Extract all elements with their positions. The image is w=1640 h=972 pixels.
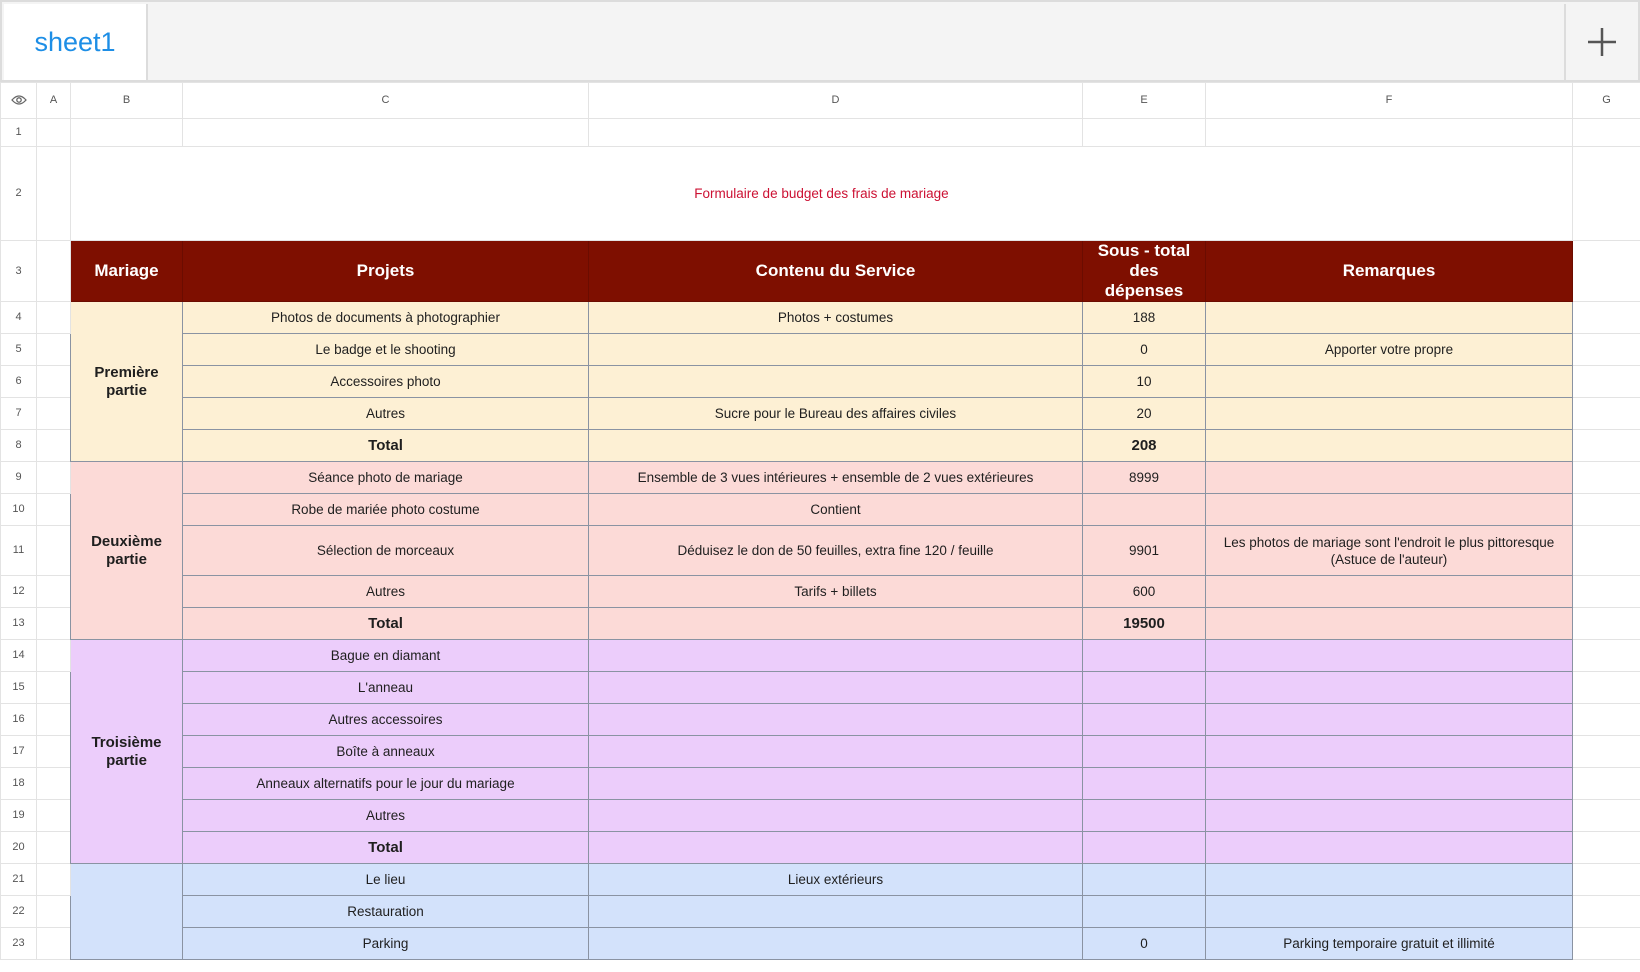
column-header-c[interactable]: C [183, 83, 589, 119]
remarque-cell[interactable] [1206, 704, 1573, 736]
cell[interactable] [1573, 147, 1640, 241]
row-header[interactable]: 9 [1, 462, 37, 494]
sheet-title[interactable]: Formulaire de budget des frais de mariage [71, 147, 1573, 241]
row-header[interactable]: 12 [1, 576, 37, 608]
contenu-cell[interactable] [589, 832, 1083, 864]
projet-cell[interactable]: Anneaux alternatifs pour le jour du mariage [183, 768, 589, 800]
contenu-cell[interactable]: Photos + costumes [589, 302, 1083, 334]
column-header-b[interactable]: B [71, 83, 183, 119]
remarque-cell[interactable] [1206, 494, 1573, 526]
section-label-line1: Première [94, 363, 159, 381]
remarque-cell[interactable] [1206, 608, 1573, 640]
cell[interactable] [183, 119, 589, 147]
cell[interactable] [37, 800, 71, 832]
sheet-tab-sheet1[interactable]: sheet1 [4, 4, 148, 80]
cell[interactable] [37, 672, 71, 704]
row-header[interactable]: 2 [1, 147, 37, 241]
remarque-cell[interactable] [1206, 896, 1573, 928]
cell[interactable] [37, 640, 71, 672]
spreadsheet-grid [0, 82, 1640, 960]
sous-total-cell[interactable] [1083, 896, 1206, 928]
plus-icon [1585, 25, 1619, 59]
remarque-cell[interactable] [1206, 576, 1573, 608]
remarque-cell[interactable] [1206, 800, 1573, 832]
projet-cell[interactable]: L'anneau [183, 672, 589, 704]
row-header[interactable]: 11 [1, 526, 37, 576]
cell[interactable] [1573, 672, 1640, 704]
row-header[interactable]: 3 [1, 241, 37, 302]
cell[interactable] [1573, 302, 1640, 334]
cell[interactable] [1573, 928, 1640, 960]
cell[interactable] [37, 119, 71, 147]
sous-total-cell[interactable] [1083, 672, 1206, 704]
section-label-line1: Troisième [91, 733, 162, 751]
remarque-cell[interactable] [1206, 430, 1573, 462]
projet-cell[interactable]: Robe de mariée photo costume [183, 494, 589, 526]
sous-total-cell[interactable] [1083, 640, 1206, 672]
header-sous-total-line2: des dépenses [1104, 261, 1184, 300]
cell[interactable] [1083, 119, 1206, 147]
cell[interactable] [1573, 608, 1640, 640]
cell[interactable] [1573, 896, 1640, 928]
sous-total-cell[interactable]: 0 [1083, 334, 1206, 366]
projet-cell[interactable]: Autres [183, 800, 589, 832]
projet-cell[interactable]: Le badge et le shooting [183, 334, 589, 366]
cell[interactable] [1573, 494, 1640, 526]
cell[interactable] [37, 398, 71, 430]
sous-total-cell[interactable]: 0 [1083, 928, 1206, 960]
cell[interactable] [1573, 640, 1640, 672]
cell[interactable] [37, 334, 71, 366]
row-header[interactable]: 1 [1, 119, 37, 147]
sous-total-cell[interactable]: 8999 [1083, 462, 1206, 494]
remarque-cell[interactable] [1206, 672, 1573, 704]
row-header[interactable]: 10 [1, 494, 37, 526]
cell[interactable] [37, 704, 71, 736]
contenu-cell[interactable] [589, 928, 1083, 960]
cell[interactable] [37, 147, 71, 241]
cell[interactable] [71, 119, 183, 147]
row-header[interactable]: 14 [1, 640, 37, 672]
column-header-d[interactable]: D [589, 83, 1083, 119]
remarque-cell[interactable] [1206, 640, 1573, 672]
cell[interactable] [1573, 576, 1640, 608]
total-label-cell[interactable]: Total [183, 430, 589, 462]
cell[interactable] [1573, 704, 1640, 736]
header-mariage[interactable]: Mariage [71, 241, 183, 302]
cell[interactable] [589, 119, 1083, 147]
cell[interactable] [1573, 119, 1640, 147]
contenu-cell[interactable]: Lieux extérieurs [589, 864, 1083, 896]
cell[interactable] [37, 576, 71, 608]
row-header[interactable]: 5 [1, 334, 37, 366]
contenu-cell[interactable] [589, 672, 1083, 704]
cell[interactable] [37, 864, 71, 896]
header-sous-total-line1: Sous - total [1097, 241, 1191, 260]
row-header[interactable]: 20 [1, 832, 37, 864]
row-header[interactable]: 21 [1, 864, 37, 896]
row-header[interactable]: 17 [1, 736, 37, 768]
projet-cell[interactable]: Boîte à anneaux [183, 736, 589, 768]
cell[interactable] [37, 736, 71, 768]
cell[interactable] [1206, 119, 1573, 147]
sous-total-cell[interactable] [1083, 736, 1206, 768]
remarque-cell[interactable] [1206, 366, 1573, 398]
sous-total-cell[interactable]: 188 [1083, 302, 1206, 334]
contenu-cell[interactable]: Déduisez le don de 50 feuilles, extra fine 120 / feuille [589, 526, 1083, 576]
contenu-cell[interactable] [589, 366, 1083, 398]
section-label-troisieme[interactable] [71, 640, 183, 864]
section-label-quatrieme[interactable] [71, 864, 183, 960]
section-label-line2: partie [106, 550, 147, 568]
row-header[interactable]: 19 [1, 800, 37, 832]
section-label-line2: partie [106, 381, 147, 399]
sous-total-cell[interactable] [1083, 494, 1206, 526]
sous-total-cell[interactable]: 600 [1083, 576, 1206, 608]
cell[interactable] [37, 430, 71, 462]
row-header[interactable]: 6 [1, 366, 37, 398]
eye-icon [11, 94, 27, 106]
contenu-cell[interactable] [589, 736, 1083, 768]
cell[interactable] [1573, 366, 1640, 398]
cell[interactable] [1573, 334, 1640, 366]
sous-total-cell[interactable]: 9901 [1083, 526, 1206, 576]
cell[interactable] [37, 768, 71, 800]
section-label-line1: Deuxième [91, 532, 162, 550]
contenu-cell[interactable] [589, 768, 1083, 800]
remarque-cell[interactable]: Parking temporaire gratuit et illimité [1206, 928, 1573, 960]
cell[interactable] [1573, 462, 1640, 494]
total-value-cell[interactable] [1083, 832, 1206, 864]
total-label-cell[interactable]: Total [183, 832, 589, 864]
sous-total-cell[interactable] [1083, 864, 1206, 896]
cell[interactable] [1573, 864, 1640, 896]
contenu-cell[interactable]: Ensemble de 3 vues intérieures + ensemble de 2 vues extérieures [589, 462, 1083, 494]
remarque-cell[interactable] [1206, 462, 1573, 494]
row-header[interactable]: 22 [1, 896, 37, 928]
sheet-tab-bar [0, 0, 1640, 82]
column-header-e[interactable]: E [1083, 83, 1206, 119]
remarque-cell[interactable] [1206, 736, 1573, 768]
column-header-f[interactable]: F [1206, 83, 1573, 119]
cell[interactable] [37, 366, 71, 398]
contenu-cell[interactable] [589, 334, 1083, 366]
section-label-line2: partie [106, 751, 147, 769]
projet-cell[interactable]: Restauration [183, 896, 589, 928]
row-header[interactable]: 15 [1, 672, 37, 704]
projet-cell[interactable]: Autres accessoires [183, 704, 589, 736]
cell[interactable] [1573, 241, 1640, 302]
cell[interactable] [37, 462, 71, 494]
projet-cell[interactable]: Photos de documents à photographier [183, 302, 589, 334]
total-value-cell[interactable]: 19500 [1083, 608, 1206, 640]
row-header[interactable]: 13 [1, 608, 37, 640]
cell[interactable] [1573, 832, 1640, 864]
cell[interactable] [1573, 430, 1640, 462]
remarque-cell[interactable] [1206, 526, 1573, 576]
projet-cell[interactable]: Bague en diamant [183, 640, 589, 672]
sous-total-cell[interactable] [1083, 704, 1206, 736]
remarque-cell[interactable] [1206, 832, 1573, 864]
contenu-cell[interactable] [589, 640, 1083, 672]
contenu-cell[interactable]: Sucre pour le Bureau des affaires civiles [589, 398, 1083, 430]
sous-total-cell[interactable] [1083, 800, 1206, 832]
cell[interactable] [37, 928, 71, 960]
contenu-cell[interactable] [589, 800, 1083, 832]
remarque-cell[interactable] [1206, 398, 1573, 430]
row-header[interactable]: 16 [1, 704, 37, 736]
cell[interactable] [1573, 736, 1640, 768]
projet-cell[interactable]: Parking [183, 928, 589, 960]
header-contenu[interactable]: Contenu du Service [589, 241, 1083, 302]
projet-cell[interactable]: Autres [183, 576, 589, 608]
add-sheet-button[interactable] [1564, 4, 1638, 80]
row-header[interactable]: 23 [1, 928, 37, 960]
contenu-cell[interactable]: Tarifs + billets [589, 576, 1083, 608]
column-header-g[interactable]: G [1573, 83, 1640, 119]
contenu-cell[interactable] [589, 704, 1083, 736]
remarque-line1: Les photos de mariage sont l'endroit le plus pittoresque [1223, 534, 1555, 550]
column-header-a[interactable]: A [37, 83, 71, 119]
contenu-cell[interactable] [589, 430, 1083, 462]
sous-total-cell[interactable]: 10 [1083, 366, 1206, 398]
row-header[interactable]: 18 [1, 768, 37, 800]
cell[interactable] [37, 526, 71, 576]
remarque-line2: (Astuce de l'auteur) [1330, 551, 1448, 567]
row-header[interactable]: 7 [1, 398, 37, 430]
sous-total-cell[interactable]: 20 [1083, 398, 1206, 430]
header-remarques[interactable]: Remarques [1206, 241, 1573, 302]
contenu-cell[interactable]: Contient [589, 494, 1083, 526]
projet-cell[interactable]: Autres [183, 398, 589, 430]
cell[interactable] [37, 302, 71, 334]
cell[interactable] [37, 494, 71, 526]
projet-cell[interactable]: Le lieu [183, 864, 589, 896]
contenu-cell[interactable] [589, 896, 1083, 928]
cell[interactable] [1573, 800, 1640, 832]
header-sous-total[interactable] [1083, 241, 1206, 302]
cell[interactable] [37, 608, 71, 640]
projet-cell[interactable]: Sélection de morceaux [183, 526, 589, 576]
projet-cell[interactable]: Séance photo de mariage [183, 462, 589, 494]
cell[interactable] [1573, 768, 1640, 800]
remarque-cell[interactable] [1206, 864, 1573, 896]
contenu-cell[interactable] [589, 608, 1083, 640]
select-all-corner[interactable] [1, 83, 37, 119]
section-label-premiere[interactable] [71, 302, 183, 462]
cell[interactable] [1573, 526, 1640, 576]
remarque-cell[interactable] [1206, 768, 1573, 800]
cell[interactable] [37, 832, 71, 864]
projet-cell[interactable]: Accessoires photo [183, 366, 589, 398]
cell[interactable] [37, 896, 71, 928]
remarque-cell[interactable]: Apporter votre propre [1206, 334, 1573, 366]
cell[interactable] [1573, 398, 1640, 430]
section-label-deuxieme[interactable] [71, 462, 183, 640]
row-header[interactable]: 8 [1, 430, 37, 462]
row-header[interactable]: 4 [1, 302, 37, 334]
total-label-cell[interactable]: Total [183, 608, 589, 640]
cell[interactable] [37, 241, 71, 302]
sous-total-cell[interactable] [1083, 768, 1206, 800]
total-value-cell[interactable]: 208 [1083, 430, 1206, 462]
header-projets[interactable]: Projets [183, 241, 589, 302]
remarque-cell[interactable] [1206, 302, 1573, 334]
